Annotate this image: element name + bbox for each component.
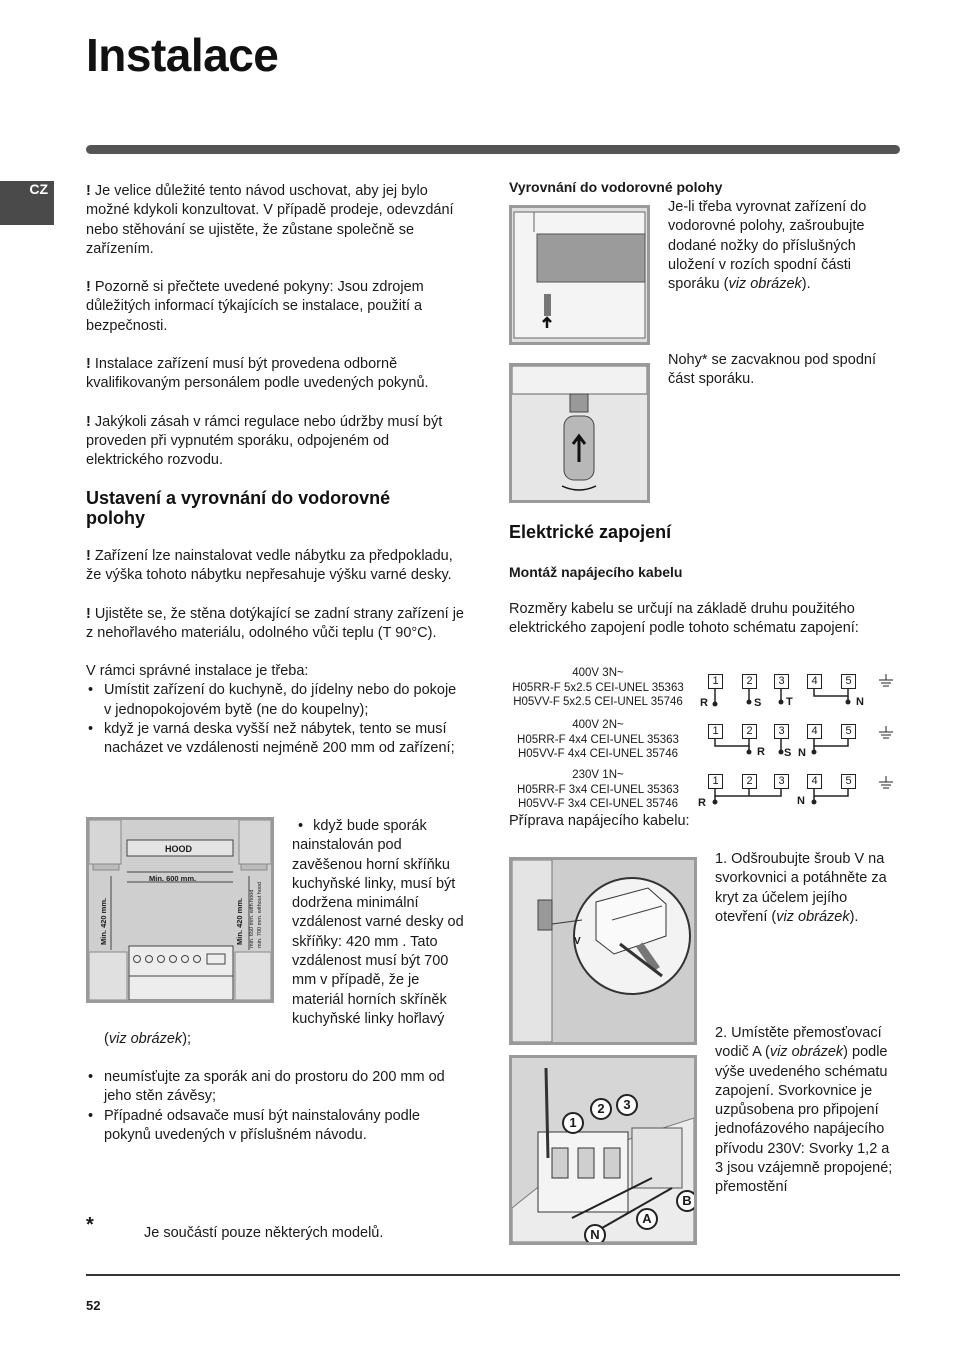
screw-v-label: V xyxy=(574,936,581,947)
page-title: Instalace xyxy=(86,29,279,81)
scheme-1-wires xyxy=(698,666,898,714)
foot-figure xyxy=(509,363,650,503)
terminal-3: 3 xyxy=(774,674,789,689)
section-title-electrical: Elektrické zapojení xyxy=(509,522,672,542)
wiring-scheme-230v-1n: 230V 1N~ H05RR-F 3x4 CEI-UNEL 35363 H05VV-F 3x4 CEI-UNEL 35746 1 2 3 4 5 R N xyxy=(508,768,900,814)
requirements-intro: V rámci správné instalace je třeba: xyxy=(86,663,309,680)
hood-bullet: • když bude sporák nainstalován pod zavěšenou horní skříňku kuchyňské linky, musí být dodržena minimální vzdálenost varné desky od skříňky: 420 mm . Tato vzdálenost musí být 700 mm v případě, že je materiál horních skříněk kuchyňské linky hořlavý xyxy=(292,818,464,1027)
min-420-right-label: Min. 420 mm. xyxy=(235,897,244,945)
wiring-scheme-400v-3n: 400V 3N~ H05RR-F 5x2.5 CEI-UNEL 35363 H05VV-F 5x2.5 CEI-UNEL 35746 1 2 3 4 5 R S T N xyxy=(508,666,900,716)
step-2-text: 2. Umístěte přemosťovací vodič A (viz obrázek) podle výše uvedeného schématu zapojení. Svorkovnice je uzpůsobena pro připojení jednofázového napájecího přívodu 230V: Svorky 1,2 a 3 jsou vzájemně propojené; přemostění xyxy=(715,1025,893,1196)
callout-2: 2 xyxy=(590,1098,612,1120)
hood-label: HOOD xyxy=(165,844,192,854)
callout-3: 3 xyxy=(616,1094,638,1116)
footnote-mark: * xyxy=(86,1214,94,1236)
section-note-2: ! Ujistěte se, že stěna dotýkající se zadní strany zařízení je z nehořlavého materiálu, odolného vůči teplu (T 90°C). xyxy=(86,605,464,641)
min-420-left-label: Min. 420 mm. xyxy=(99,897,108,945)
hood-figure-ref: (viz obrázek); xyxy=(104,1031,192,1047)
callout-1: 1 xyxy=(562,1112,584,1134)
leveling-title: Vyrovnání do vodorovné polohy xyxy=(509,179,723,195)
min-600-label: Min. 600 mm. xyxy=(149,874,197,883)
requirements-list xyxy=(86,681,466,758)
note-2: ! Pozorně si přečtete uvedené pokyny: Jsou zdrojem důležitých informací týkajících se instalace, použití a bezpečnosti. xyxy=(86,279,424,334)
wiring-scheme-400v-2n: 400V 2N~ H05RR-F 4x4 CEI-UNEL 35363 H05VV-F 4x4 CEI-UNEL 35746 1 2 3 4 5 R S N xyxy=(508,718,900,768)
hood-note-a: min. 650 mm. with hood xyxy=(249,889,255,948)
section-title-leveling: Ustavení a vyrovnání do vodorovné polohy xyxy=(86,488,391,528)
callout-n: N xyxy=(584,1224,606,1245)
step-1-text: 1. Odšroubujte šroub V na svorkovnici a potáhněte za kryt za účelem jejího otevření (viz obrázek). xyxy=(715,851,887,925)
list-item: • Umístit zařízení do kuchyně, do jídelny nebo do pokoje v jednopokojovém bytě (ne do koupelny); xyxy=(86,681,466,720)
note-3: ! Instalace zařízení musí být provedena odborně kvalifikovaným personálem podle uvedených pokynů. xyxy=(86,356,429,392)
foot-drawing xyxy=(512,366,647,500)
prep-text: Příprava napájecího kabelu: xyxy=(509,813,690,829)
leveling-drawing xyxy=(512,208,647,342)
terminal-block-drawing xyxy=(512,1058,694,1242)
cable-text: Rozměry kabelu se určují na základě druhu použitého elektrického zapojení podle tohoto schématu zapojení: xyxy=(509,601,859,637)
terminal-1: 1 xyxy=(708,724,723,739)
terminal-4: 4 xyxy=(807,724,822,739)
header-rule xyxy=(86,145,900,154)
hood-note-b: min. 700 mm. without hood xyxy=(257,881,263,948)
cable-title: Montáž napájecího kabelu xyxy=(509,564,683,580)
terminal-4: 4 xyxy=(807,674,822,689)
terminal-2: 2 xyxy=(742,674,757,689)
terminal-2: 2 xyxy=(742,724,757,739)
terminal-3: 3 xyxy=(774,774,789,789)
footer-rule xyxy=(86,1274,900,1276)
intro-notes xyxy=(86,182,466,471)
note-1: ! Je velice důležité tento návod uschovat, aby jej bylo možné kdykoli konzultovat. V případě prodeje, odevzdání nebo stěhování se ujistěte, že zůstane společně se zařízením. xyxy=(86,183,454,257)
section-note-1: ! Zařízení lze nainstalovat vedle nábytku za předpokladu, že výška tohoto nábytku nepřesahuje výšku varné desky. xyxy=(86,548,453,584)
terminal-4: 4 xyxy=(807,774,822,789)
requirements-list-2 xyxy=(86,1068,466,1145)
terminal-2: 2 xyxy=(742,774,757,789)
terminal-block-figure xyxy=(509,1055,697,1245)
terminal-cover-drawing xyxy=(512,860,694,1042)
terminal-5: 5 xyxy=(841,674,856,689)
list-item: • Případné odsavače musí být nainstalovány podle pokynů uvedených v příslušném návodu. xyxy=(86,1107,466,1146)
feet-text: Nohy* se zacvaknou pod spodní část sporáku. xyxy=(668,352,876,388)
list-item: • když je varná deska vyšší než nábytek, tento se musí nacházet ve vzdálenosti nejméně 200 mm od zařízení; xyxy=(86,720,466,759)
list-item: • neumísťujte za sporák ani do prostoru do 200 mm od jeho stěn závěsy; xyxy=(86,1068,466,1107)
callout-b: B xyxy=(676,1190,697,1212)
terminal-5: 5 xyxy=(841,774,856,789)
leveling-text: Je-li třeba vyrovnat zařízení do vodorovné polohy, zašroubujte dodané nožky do příslušných uložení v rozích spodní části sporáku (viz obrázek). xyxy=(668,199,867,293)
terminal-5: 5 xyxy=(841,724,856,739)
note-4: ! Jakýkoli zásah v rámci regulace nebo údržby musí být proveden při vypnutém sporáku, odpojeném od elektrického rozvodu. xyxy=(86,413,443,469)
language-tab: CZ xyxy=(0,181,54,225)
scheme-3-wires xyxy=(698,768,898,814)
callout-a: A xyxy=(636,1208,658,1230)
section-notes xyxy=(86,547,466,759)
terminal-1: 1 xyxy=(708,674,723,689)
page-number: 52 xyxy=(86,1298,101,1313)
terminal-1: 1 xyxy=(708,774,723,789)
terminal-cover-figure xyxy=(509,857,697,1045)
footnote: Je součástí pouze některých modelů. xyxy=(144,1225,384,1241)
terminal-3: 3 xyxy=(774,724,789,739)
hood-clearance-figure xyxy=(86,817,274,1003)
leveling-figure xyxy=(509,205,650,345)
